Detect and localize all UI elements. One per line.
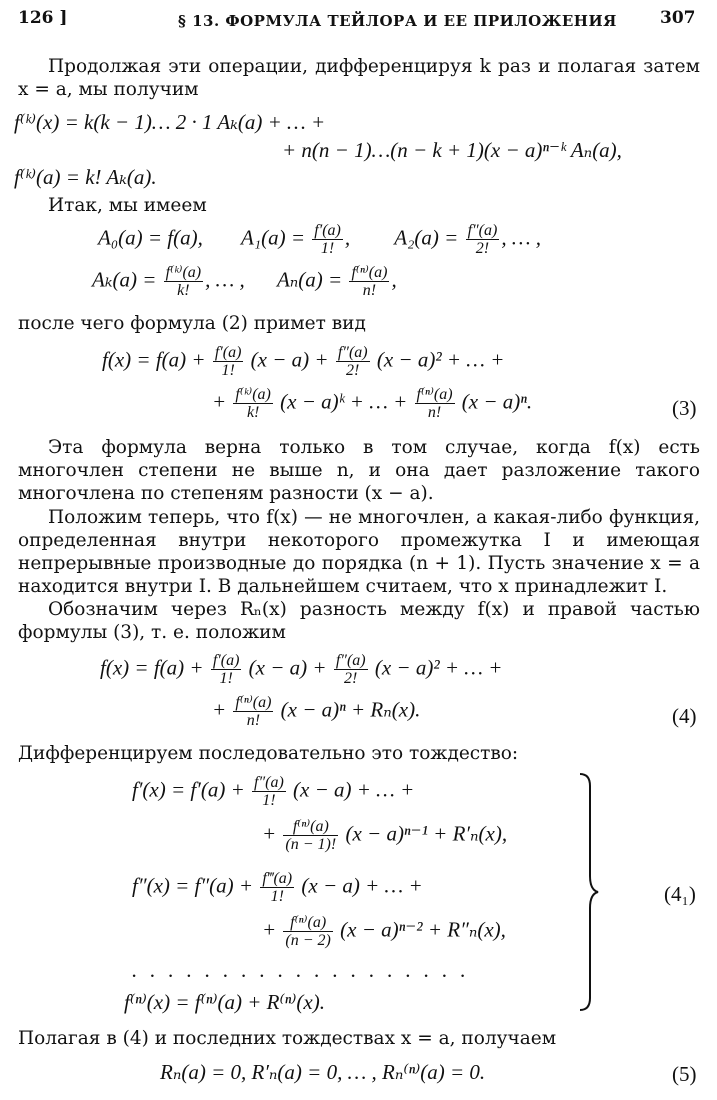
- coef-a2-fraction: $\frac{f''(a)}{2!}$: [467, 222, 498, 257]
- eq-fk-line2: + n(n − 1)…(n − k + 1)(x − a)ⁿ⁻ᵏ Aₙ(a),: [282, 138, 622, 162]
- coef-a1-fraction: $\frac{f'(a)}{1!}$: [314, 222, 341, 257]
- eq4-line1: f(x) = f(a) + $\frac{f'(a)}{1!}$ (x − a) + $\frac{f''(a)}{2!}$ (x − a)² + … +: [100, 652, 503, 687]
- eq41-frac-r4: $\frac{\text{f⁽ⁿ⁾(a)}}{(n - 2)}$: [285, 914, 331, 949]
- paragraph-4: Эта формула верна только в том случае, когда f(x) есть многочлен степени не выше n, и она дает разложение такого многочлена по степеням разности (x − a).: [18, 437, 700, 504]
- eq41-row3: f″(x) = f″(a) + $\frac{f‴(a)}{1!}$ (x − a) + … +: [132, 870, 423, 905]
- eq41-row4: + $\frac{\text{f⁽ⁿ⁾(a)}}{(n - 2)}$ (x − a)ⁿ⁻² + R″ₙ(x),: [262, 914, 506, 949]
- eq3-line1: f(x) = f(a) + $\frac{f'(a)}{1!}$ (x − a) + $\frac{f''(a)}{2!}$ (x − a)² + … +: [102, 344, 505, 379]
- eq41-row5: f⁽ⁿ⁾(x) = f⁽ⁿ⁾(a) + R⁽ⁿ⁾(x).: [124, 990, 325, 1014]
- eq4-frac-f1: $\frac{f'(a)}{1!}$: [212, 652, 240, 687]
- coefficients-row-1: A₀(a) = f(a), A₁(a) = $\frac{f'(a)}{1!}$ , A₂(a) = $\frac{f''(a)}{2!}$ , … ,: [98, 222, 542, 257]
- eq3-frac-f2: $\frac{f''(a)}{2!}$: [337, 344, 368, 379]
- paragraph-3: после чего формула (2) примет вид: [18, 313, 366, 334]
- eq41-frac-r2: $\frac{\text{f⁽ⁿ⁾(a)}}{(n - 1)!}$: [285, 818, 337, 853]
- eq3-frac-f1: $\frac{f'(a)}{1!}$: [214, 344, 242, 379]
- equation-number-4-1: (4₁): [664, 882, 696, 906]
- eq3-line2: + $\frac{\text{f⁽ᵏ⁾(a)}}{k!}$ (x − a)ᵏ + … + $\frac{\text{f⁽ⁿ⁾(a)}}{n!}$ (x − a)ⁿ.: [212, 386, 533, 421]
- coef-ak-fraction: $\frac{\text{f⁽ᵏ⁾(a)}}{k!}$: [165, 264, 202, 299]
- eq3-frac-fk: $\frac{\text{f⁽ᵏ⁾(a)}}{k!}$: [235, 386, 271, 421]
- coef-an-lhs: Aₙ(a) =: [276, 267, 343, 292]
- equation-number-4: (4): [672, 704, 697, 728]
- coefficients-row-2: Aₖ(a) = $\frac{\text{f⁽ᵏ⁾(a)}}{k!}$ , … , Aₙ(a) = $\frac{\text{f⁽ⁿ⁾(a)}}{n!}$ ,: [92, 264, 397, 299]
- right-brace: [578, 772, 600, 1012]
- equation-number-5: (5): [672, 1062, 697, 1086]
- paragraph-8: Полагая в (4) и последних тождествах x = a, получаем: [18, 1028, 557, 1049]
- eq4-frac-f2: $\frac{f''(a)}{2!}$: [335, 652, 366, 687]
- paragraph-5: Положим теперь, что f(x) — не многочлен, а какая-либо функция, определенная внутри некоторого промежутка I и имеющая непрерывные производные до порядка (n + 1). Пусть значение x = a находится внутри I. В дальнейшем считаем, что x принадлежит I.: [18, 507, 700, 597]
- eq3-frac-fn: $\frac{\text{f⁽ⁿ⁾(a)}}{n!}$: [416, 386, 453, 421]
- eq4-line2: + $\frac{\text{f⁽ⁿ⁾(a)}}{n!}$ (x − a)ⁿ + Rₙ(x).: [212, 694, 421, 729]
- paragraph-1: Продолжая эти операции, дифференцируя k раз и полагая затем x = a, мы получим: [18, 56, 700, 100]
- paragraph-2: Итак, мы имеем: [48, 195, 207, 216]
- equation-number-3: (3): [672, 396, 697, 420]
- eq-fk-line1: f⁽ᵏ⁾(x) = k(k − 1)… 2 · 1 Aₖ(a) + … +: [14, 110, 326, 134]
- eq41-frac-r1: $\frac{f''(a)}{1!}$: [254, 774, 284, 809]
- eq5: Rₙ(a) = 0, R′ₙ(a) = 0, … , Rₙ⁽ⁿ⁾(a) = 0.: [160, 1060, 486, 1084]
- coef-ak-lhs: Aₖ(a) =: [92, 267, 157, 292]
- eq4-frac-fn: $\frac{\text{f⁽ⁿ⁾(a)}}{n!}$: [235, 694, 272, 729]
- eq41-row1: f′(x) = f′(a) + $\frac{f''(a)}{1!}$ (x − a) + … +: [132, 774, 415, 809]
- page-number-left: 126 ]: [18, 8, 68, 28]
- page-number-right: 307: [660, 8, 696, 28]
- coef-an-fraction: $\frac{\text{f⁽ⁿ⁾(a)}}{n!}$: [351, 264, 388, 299]
- eq41-frac-r3: $\frac{f‴(a)}{1!}$: [262, 870, 293, 905]
- paragraph-6: Обозначим через Rₙ(x) разность между f(x) и правой частью формулы (3), т. е. положим: [18, 599, 700, 643]
- paragraph-7: Дифференцируем последовательно это тождество:: [18, 743, 519, 764]
- coef-a0: A₀(a) = f(a),: [98, 225, 203, 250]
- eq41-row2: + $\frac{\text{f⁽ⁿ⁾(a)}}{(n - 1)!}$ (x − a)ⁿ⁻¹ + R′ₙ(x),: [262, 818, 508, 853]
- eq-fk-line3: f⁽ᵏ⁾(a) = k! Aₖ(a).: [14, 165, 157, 189]
- running-title: § 13. ФОРМУЛА ТЕЙЛОРА И ЕЕ ПРИЛОЖЕНИЯ: [178, 12, 617, 30]
- eq41-dots: ...................: [132, 958, 479, 982]
- coef-a1-lhs: A₁(a) =: [240, 225, 306, 250]
- coef-a2-lhs: A₂(a) =: [394, 225, 459, 250]
